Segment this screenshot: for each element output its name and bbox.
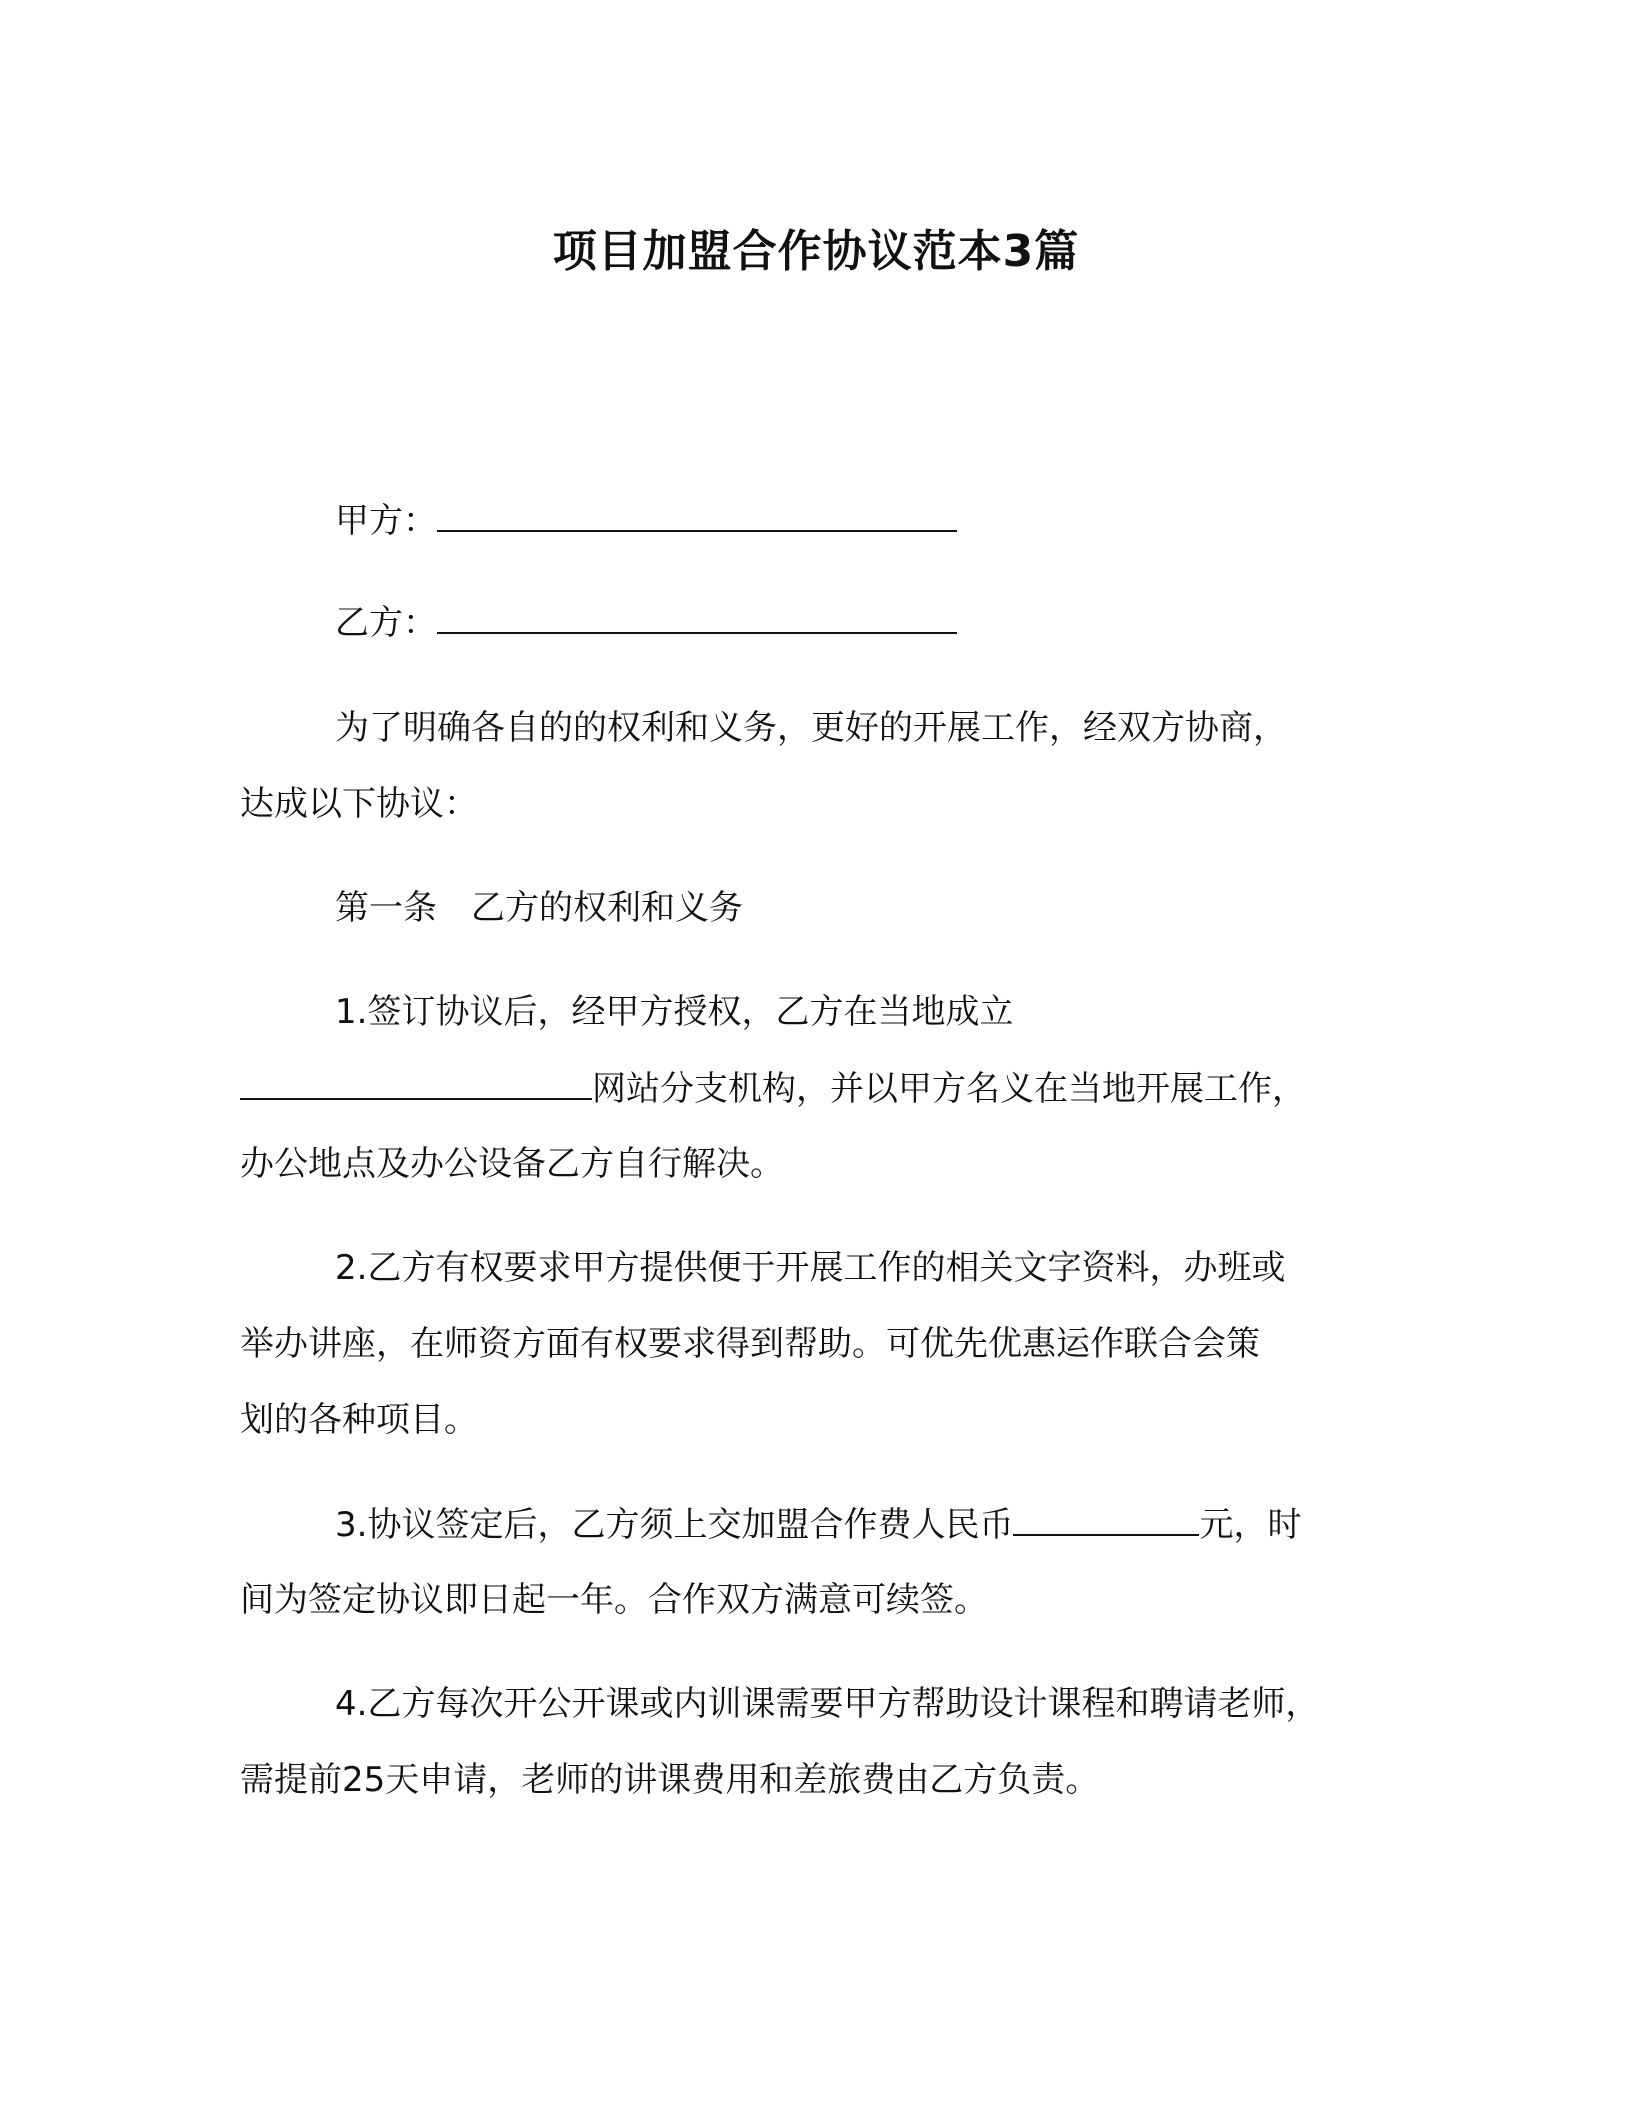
clause1-line-3: 办公地点及办公设备乙方自行解决。 [240,1144,784,1184]
clause3-line-1-tail: 元，时 [1199,1505,1302,1545]
clause2-line-3: 划的各种项目。 [240,1400,478,1440]
fee-amount-blank [1013,1500,1199,1536]
party-a-line [335,496,957,545]
document-title: 项目加盟合作协议范本3篇 [552,226,1080,277]
party-a-blank [437,496,957,532]
clause1-line-2 [240,1064,1306,1113]
party-b-label: 乙方： [335,603,437,643]
party-b-line [335,598,957,647]
party-a-label: 甲方： [335,501,437,541]
clause3-line-2: 间为签定协议即日起一年。合作双方满意可续签。 [240,1580,988,1620]
party-b-blank [437,598,957,634]
clause4-line-2: 需提前25天申请，老师的讲课费用和差旅费由乙方负责。 [240,1760,1100,1800]
clause2-line-1: 2.乙方有权要求甲方提供便于开展工作的相关文字资料，办班或 [335,1248,1286,1288]
branch-name-blank [240,1064,592,1100]
intro-line-2: 达成以下协议： [240,784,478,824]
clause1-line-2-text: 网站分支机构，并以甲方名义在当地开展工作， [592,1069,1306,1109]
clause4-line-1: 4.乙方每次开公开课或内训课需要甲方帮助设计课程和聘请老师， [335,1684,1320,1724]
clause3-line-1-text: 3.协议签定后，乙方须上交加盟合作费人民币 [335,1505,1014,1545]
clause2-line-2: 举办讲座，在师资方面有权要求得到帮助。可优先优惠运作联合会策 [240,1324,1260,1364]
clause3-line-1 [335,1500,1301,1549]
intro-line-1: 为了明确各自的的权利和义务，更好的开展工作，经双方协商， [335,708,1287,748]
article1-heading: 第一条 乙方的权利和义务 [335,888,743,928]
clause1-line-1: 1.签订协议后，经甲方授权，乙方在当地成立 [335,992,1014,1032]
